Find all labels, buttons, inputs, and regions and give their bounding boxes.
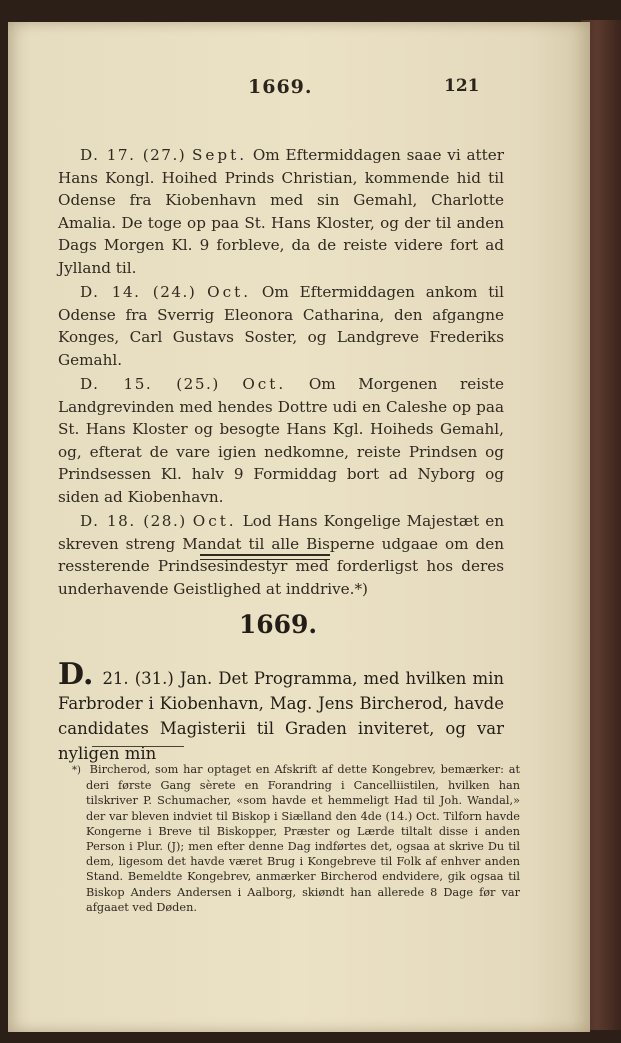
page-number: 121 (444, 76, 480, 96)
footnote-rule (92, 746, 184, 747)
year-heading: 1669. (238, 610, 318, 639)
drop-initial: D. (58, 657, 94, 692)
entry-month: Oct. (192, 512, 237, 530)
entry-month: Oct. (242, 375, 287, 393)
diary-entry (58, 144, 504, 279)
diary-entries (58, 144, 504, 602)
footnote-marker: *) (72, 765, 81, 776)
entry-date: D. 17. (27.) (80, 146, 187, 164)
book-page (8, 22, 590, 1032)
main-entry (58, 657, 504, 766)
section-divider (200, 554, 330, 560)
entry-date: D. 14. (24.) (80, 283, 197, 301)
entry-month: Sept. (192, 146, 248, 164)
entry-text: Lod Hans Kongelige Majestæt en skreven streng Mandat til alle Bisperne udgaae om den ressterende Prindsesindestyr med forderligst hos deres underhavende Geistlighed at inddrive.*) (58, 512, 505, 598)
entry-text: Om Eftermiddagen ankom til Odense fra Sverrig Eleonora Catharina, den afgangne Konges, Carl Gustavs Soster, og Landgreve Frederiks Gemahl. (58, 283, 505, 369)
entry-date: D. 15. (25.) (80, 375, 220, 393)
main-entry-text: 21. (31.) Jan. Det Programma, med hvilken min Farbroder i Kiobenhavn, Mag. Jens Bircherod, havde candidates Magisterii til Graden inviteret, og var nyligen min (58, 669, 504, 763)
footnote-text: Bircherod, som har optaget en Afskrift af dette Kongebrev, bemærker: at deri første Gang sèrete en Forandring i Cancelliistilen, hvilken han tilskriver P. Schumacher, «som havde et hemmeligt Had til Joh. Wandal,» der var bleven indviet til Biskop i Siælland den 4de (14.) Oct. Tilforn havde Kongerne i Breve til Biskopper, Præster og Lærde tiltalt disse i anden Person i Plur. (J); men efter denne Dag indførtes det, ogsaa at skrive Du til dem, ligesom det havde været Brug i Kongebreve til Folk af enhver anden Stand. Bemeldte Kongebrev, anmærker Bircherod endvidere, gik ogsaa til Biskop Anders Andersen i Aalborg, skiøndt han allerede 8 Dage før var afgaaet ved Døden. (86, 763, 521, 914)
running-head: 1669. (248, 76, 313, 98)
diary-entry (58, 373, 504, 508)
entry-date: D. 18. (28.) (80, 512, 187, 530)
entry-text: Om Morgenen reiste Landgrevinden med hendes Dottre udi en Caleshe op paa St. Hans Kloster og besogte Hans Kgl. Hoiheds Gemahl, og, efterat de vare igien nedkomne, reiste Prindsen og Prindsessen Kl. halv 9 Formiddag bort ad Nyborg og siden ad Kiobenhavn. (58, 375, 505, 506)
diary-entry (58, 281, 504, 371)
page-header (8, 76, 590, 106)
entry-text: Om Eftermiddagen saae vi atter Hans Kongl. Hoihed Prinds Christian, kommende hid til Odense fra Kiobenhavn med sin Gemahl, Charlotte Amalia. De toge op paa St. Hans Kloster, og der til anden Dags Morgen Kl. 9 forblevе, da de reiste videre fort ad Jylland til. (58, 146, 505, 277)
entry-month: Oct. (207, 283, 252, 301)
footnote (72, 762, 520, 915)
